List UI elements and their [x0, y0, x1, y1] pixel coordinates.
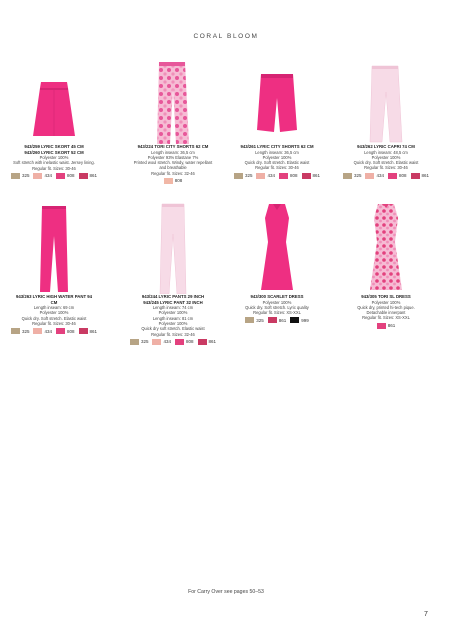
- color-swatches: [340, 173, 432, 179]
- product-spec-line: Regular fit. Sizes: 30-46: [32, 321, 76, 327]
- product-spec-line: Length inseam: 69 cm: [33, 305, 75, 311]
- product-title: 943/224 TORI CITY SHORTS 62 CM: [137, 144, 209, 149]
- page-title: CORAL BLOOM: [193, 33, 259, 40]
- color-swatches: [340, 323, 432, 329]
- product-photo: [8, 202, 100, 294]
- product-spec-line: Polyester 100%: [371, 154, 401, 160]
- color-swatch: [175, 339, 194, 345]
- product-spec-line: Regular fit. Sizes: XS-XXL: [253, 310, 301, 316]
- swatch-code: 325: [21, 173, 30, 179]
- product-spec-line: Regular fit. Sizes: 32-46: [151, 331, 195, 337]
- swatch-chip: [268, 317, 277, 323]
- color-swatches: [127, 178, 219, 184]
- product-spec-line: Quick dry, printed hi-tech pique.: [357, 304, 415, 310]
- product-spec-line: Regular fit. Sizes: 30-46: [364, 165, 408, 171]
- pants-garment-image: [127, 202, 219, 294]
- swatch-code: 808: [290, 173, 298, 179]
- color-swatch: [411, 173, 430, 179]
- product-photo: [231, 52, 323, 144]
- swatch-code: 434: [376, 173, 384, 179]
- color-swatch: [198, 339, 217, 345]
- product-photo: [127, 202, 219, 294]
- color-swatch: [130, 339, 149, 345]
- product-description: [127, 294, 219, 345]
- color-swatch: [11, 328, 30, 334]
- product-spec-line: Quick dry. Soft stretch. Elastic waist: [244, 160, 310, 166]
- product-description: [340, 294, 432, 329]
- product-photo: [340, 202, 432, 294]
- color-swatch: [302, 173, 321, 179]
- swatch-code: 808: [67, 173, 75, 179]
- swatch-code: 861: [208, 339, 217, 345]
- color-swatch: [11, 173, 30, 179]
- swatch-code: 434: [44, 328, 52, 334]
- product-card-lyric-pants: [127, 202, 219, 345]
- swatch-code: 325: [244, 173, 253, 179]
- carry-over-note: For Carry Over see pages 50–53: [188, 589, 264, 595]
- product-spec-line: Polyester 100%: [262, 154, 292, 160]
- product-photo: [340, 52, 432, 144]
- product-spec-line: Regular fit. Sizes: XS-XXL: [362, 315, 410, 321]
- swatch-chip: [302, 173, 311, 179]
- color-swatches: [231, 173, 323, 179]
- swatch-code: 808: [399, 173, 407, 179]
- product-photo: [231, 202, 323, 294]
- swatch-chip: [279, 173, 288, 179]
- product-card-lyric-capri: [340, 52, 432, 179]
- swatch-chip: [234, 173, 243, 179]
- swatch-code: 861: [312, 173, 321, 179]
- swatch-chip: [152, 339, 161, 345]
- product-spec-line: Polyester 100%: [39, 155, 69, 161]
- product-spec-line: Regular fit. Sizes: 32-46: [151, 170, 195, 176]
- color-swatch: [79, 173, 98, 179]
- swatch-code: 861: [89, 328, 98, 334]
- color-swatch: [79, 328, 98, 334]
- product-description: [127, 144, 219, 184]
- printed-dress-image: [340, 202, 432, 294]
- color-swatches: [231, 317, 323, 323]
- swatch-chip: [411, 173, 420, 179]
- product-title: 943/262 LYRIC CAPRI 74 CM: [357, 144, 415, 149]
- product-title: 943/245 LYRIC PANT 32 INCH: [143, 299, 203, 305]
- swatch-code: 861: [421, 173, 430, 179]
- product-photo: [127, 52, 219, 144]
- product-spec-line: Length inseam: 48,5 cm: [364, 149, 408, 155]
- product-description: [231, 294, 323, 323]
- color-swatch: [365, 173, 384, 179]
- product-title: 943/261 LYRIC CITY SHORTS 62 CM: [240, 144, 314, 149]
- color-swatch: [56, 328, 75, 334]
- swatch-chip: [79, 328, 88, 334]
- color-swatches: [8, 328, 100, 334]
- color-swatches: [127, 339, 219, 345]
- swatch-code: 325: [353, 173, 362, 179]
- product-spec-line: Quick dry. Soft stretch. Elastic waist: [353, 160, 419, 166]
- product-spec-line: Regular fit. Sizes: 30-46: [255, 165, 299, 171]
- product-spec-line: Quick dry soft stretch. Elastic waist: [141, 326, 205, 332]
- swatch-chip: [198, 339, 207, 345]
- swatch-chip: [164, 178, 173, 184]
- swatch-chip: [33, 173, 42, 179]
- printed-trousers-image: [127, 52, 219, 144]
- product-spec-line: Polyester 100%: [158, 310, 188, 316]
- product-spec-line: Length inseam: 36,5 cm: [151, 149, 195, 155]
- product-spec-line: Detachable innerpant: [366, 310, 406, 316]
- swatch-chip: [175, 339, 184, 345]
- swatch-chip: [130, 339, 139, 345]
- product-spec-line: Length inseam: 81 cm: [152, 315, 194, 321]
- swatch-chip: [343, 173, 352, 179]
- swatch-code: 808: [174, 178, 183, 184]
- product-description: [8, 294, 100, 334]
- product-card-lyric-skort: [8, 52, 100, 179]
- swatch-code: 325: [140, 339, 149, 345]
- product-title: 943/259 LYRIC SKORT 45 CM: [24, 144, 84, 149]
- product-spec-line: Soft stretch with inelastic waist. Jersey lining.: [13, 160, 95, 166]
- product-description: [340, 144, 432, 179]
- swatch-code: 808: [186, 339, 194, 345]
- product-title: 943/263 LYRIC HIGH WATER PANT 94: [15, 294, 93, 299]
- product-spec-line: and breathable: [159, 165, 187, 171]
- color-swatch: [234, 173, 253, 179]
- product-spec-line: Regular fit. Sizes: 30-46: [32, 165, 76, 171]
- product-title: 943/305 TORI SL DRESS: [361, 294, 411, 299]
- color-swatch: [256, 173, 275, 179]
- product-card-lyric-city-shorts: [231, 52, 323, 179]
- color-swatch: [245, 317, 264, 323]
- color-swatch: [33, 328, 52, 334]
- swatch-chip: [56, 328, 65, 334]
- swatch-chip: [256, 173, 265, 179]
- swatch-code: 434: [163, 339, 171, 345]
- product-card-tori-sl-dress: [340, 202, 432, 329]
- product-title: 943/244 LYRIC PANTS 29 INCH: [141, 294, 205, 299]
- product-card-tori-city-shorts: [127, 52, 219, 184]
- swatch-chip: [365, 173, 374, 179]
- dress-garment-image: [231, 202, 323, 294]
- color-swatch: [377, 323, 396, 329]
- product-description: [8, 144, 100, 179]
- shorts-garment-image: [231, 52, 323, 144]
- color-swatch: [152, 339, 171, 345]
- swatch-chip: [290, 317, 299, 323]
- product-photo: [8, 52, 100, 144]
- swatch-code: 999: [301, 317, 309, 323]
- product-spec-line: Length inseam: 74 cm: [152, 305, 194, 311]
- product-spec-line: Length inseam: 36,5 cm: [255, 149, 299, 155]
- product-card-lyric-high-water-pant: [8, 202, 100, 334]
- swatch-code: 861: [89, 173, 98, 179]
- swatch-code: 325: [256, 317, 264, 323]
- swatch-chip: [33, 328, 42, 334]
- product-spec-line: Polyester 100%: [371, 299, 401, 305]
- product-title: 943/300 SCARLET DRESS: [250, 294, 304, 299]
- product-spec-line: Polyester 93% Elastane 7%: [147, 154, 199, 160]
- swatch-code: 325: [21, 328, 30, 334]
- swatch-code: 434: [267, 173, 275, 179]
- swatch-code: 861: [387, 323, 396, 329]
- product-title: CM: [50, 299, 58, 305]
- swatch-code: 861: [278, 317, 287, 323]
- product-spec-line: Quick dry. Soft stretch. Lyric quality: [245, 304, 309, 310]
- swatch-chip: [245, 317, 254, 323]
- capri-garment-image: [340, 52, 432, 144]
- page-number: 7: [424, 611, 428, 618]
- swatch-chip: [79, 173, 88, 179]
- color-swatches: [8, 173, 100, 179]
- product-spec-line: Polyester 100%: [158, 321, 188, 327]
- color-swatch: [279, 173, 298, 179]
- product-description: [231, 144, 323, 179]
- color-swatch: [388, 173, 407, 179]
- color-swatch: [164, 178, 183, 184]
- product-title: 943/260 LYRIC SKORT 52 CM: [24, 149, 84, 155]
- color-swatch: [56, 173, 75, 179]
- swatch-code: 808: [67, 328, 75, 334]
- swatch-chip: [388, 173, 397, 179]
- product-spec-line: Polyester 100%: [262, 299, 292, 305]
- product-spec-line: Printed woul stretch. Windy, water repellant: [133, 160, 213, 166]
- color-swatch: [268, 317, 287, 323]
- color-swatch: [343, 173, 362, 179]
- swatch-chip: [377, 323, 386, 329]
- color-swatch: [290, 317, 309, 323]
- product-spec-line: Quick dry. Soft stretch. Elastic waist: [21, 315, 87, 321]
- swatch-chip: [11, 173, 20, 179]
- product-card-scarlet-dress: [231, 202, 323, 323]
- color-swatch: [33, 173, 52, 179]
- skort-garment-image: [8, 52, 100, 144]
- high-water-pant-image: [8, 202, 100, 294]
- swatch-chip: [11, 328, 20, 334]
- product-spec-line: Polyester 100%: [39, 310, 69, 316]
- swatch-code: 434: [44, 173, 52, 179]
- swatch-chip: [56, 173, 65, 179]
